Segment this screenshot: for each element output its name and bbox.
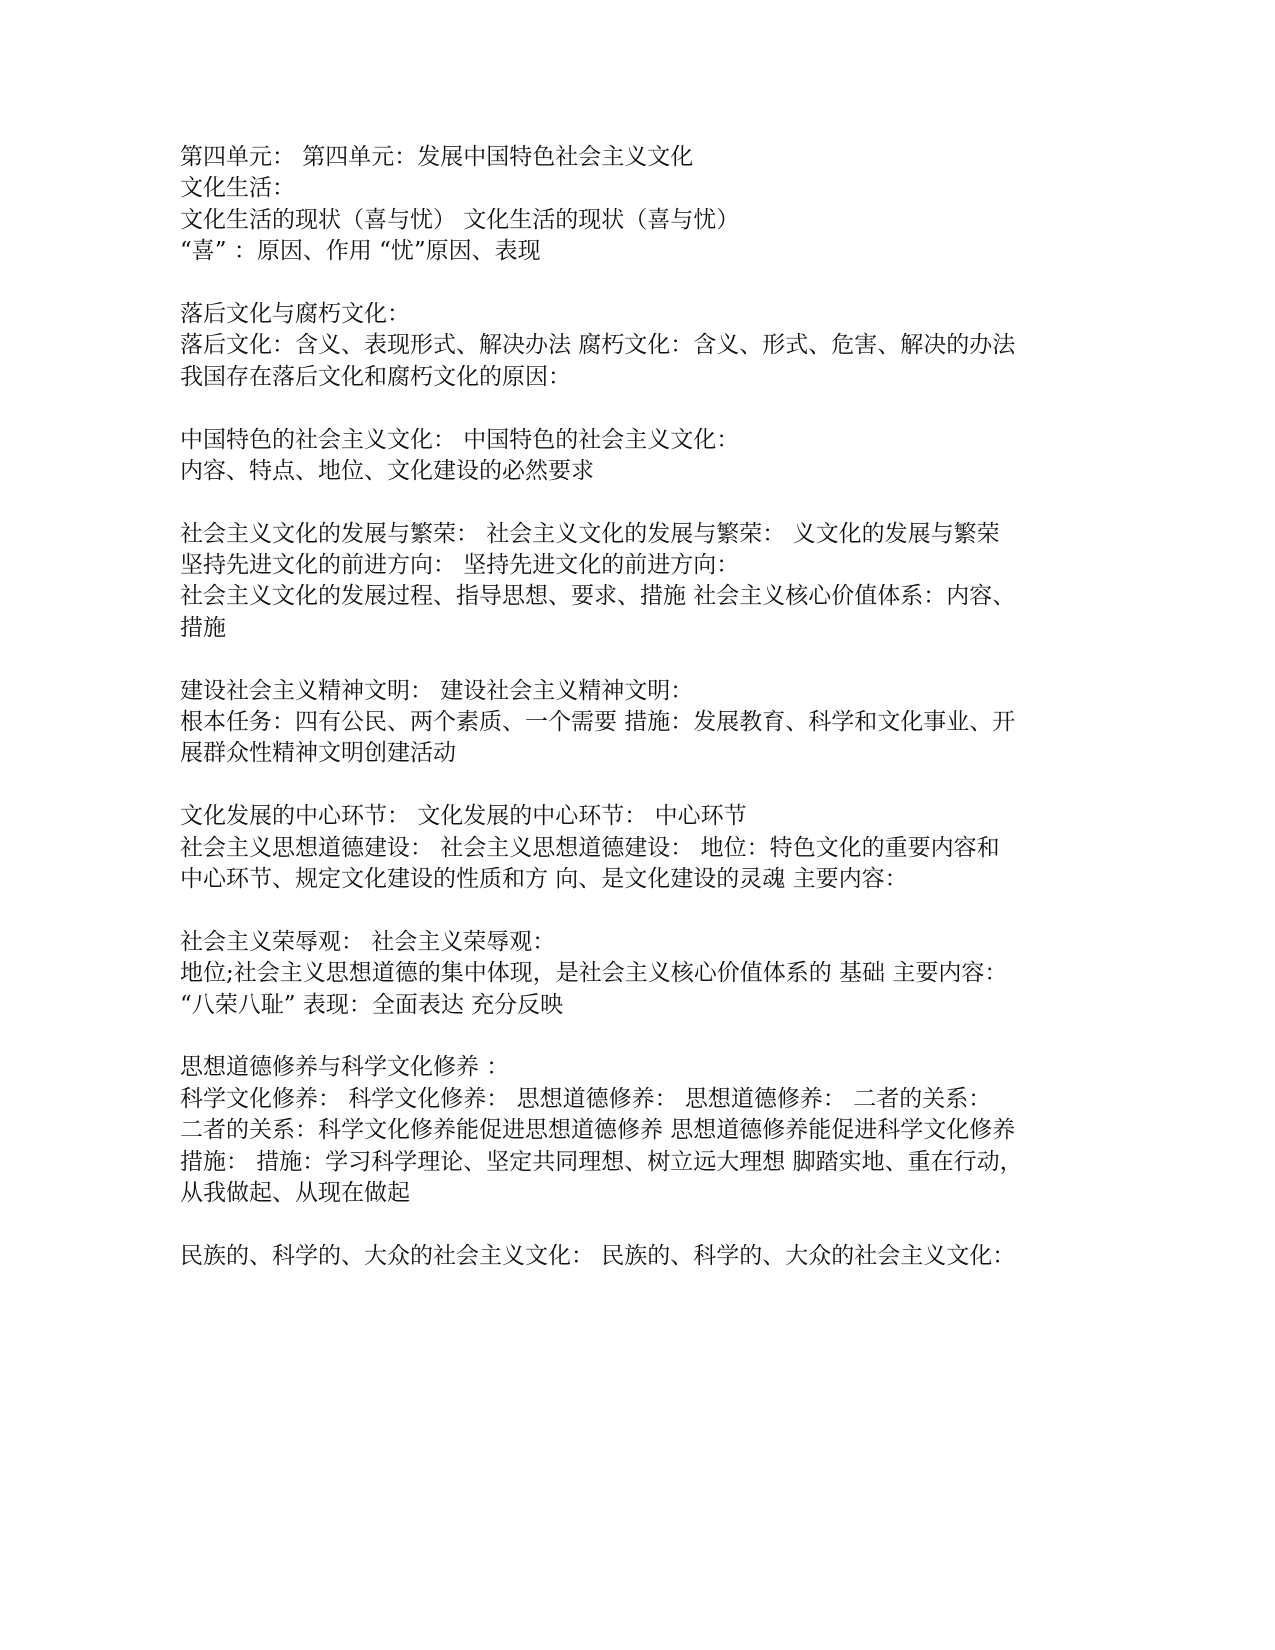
- section-heading: 文化发展的中心环节： 文化发展的中心环节： 中心环节: [180, 803, 747, 830]
- text-line: 文化生活的现状（喜与忧） 文化生活的现状（喜与忧）: [180, 206, 740, 233]
- text-line: 落后文化：含义、表现形式、解决办法 腐朽文化：含义、形式、危害、解决的办法: [180, 332, 1016, 359]
- paragraph-gap: [180, 1209, 1060, 1240]
- text-line: “喜” ：原因、作用 “忧”原因、表现: [180, 238, 541, 265]
- text-line: 文化生活：: [180, 175, 295, 202]
- section-backward-decadent: [180, 299, 1060, 393]
- text-line: 地位;社会主义思想道德的集中体现，是社会主义核心价值体系的 基础 主要内容：: [180, 960, 1008, 987]
- paragraph-gap: [180, 895, 1060, 926]
- section-cultivation: [180, 1052, 1060, 1209]
- text-line: 内容、特点、地位、文化建设的必然要求: [180, 457, 594, 484]
- paragraph-gap: [180, 393, 1060, 424]
- section-heading: 社会主义文化的发展与繁荣： 社会主义文化的发展与繁荣： 义文化的发展与繁荣: [180, 520, 1000, 547]
- section-spiritual-civilization: [180, 676, 1060, 770]
- section-national-scientific-popular: [180, 1241, 1060, 1272]
- paragraph-gap: [180, 770, 1060, 801]
- section-heading: 落后文化与腐朽文化：: [180, 300, 410, 327]
- section-development-prosperity: [180, 519, 1060, 645]
- text-line: 我国存在落后文化和腐朽文化的原因：: [180, 363, 571, 390]
- section-socialist-culture: [180, 425, 1060, 488]
- section-honor-disgrace: [180, 927, 1060, 1021]
- text-line: 科学文化修养： 科学文化修养： 思想道德修养： 思想道德修养： 二者的关系：: [180, 1085, 992, 1112]
- section-central-link: [180, 801, 1060, 895]
- section-heading: 建设社会主义精神文明： 建设社会主义精神文明：: [180, 677, 694, 704]
- text-line: 中心环节、规定文化建设的性质和方 向、是文化建设的灵魂 主要内容：: [180, 865, 908, 892]
- text-line: 根本任务：四有公民、两个素质、一个需要 措施：发展教育、科学和文化事业、开: [180, 709, 1016, 736]
- text-line: 二者的关系：科学文化修养能促进思想道德修养 思想道德修养能促进科学文化修养: [180, 1117, 1016, 1144]
- paragraph-gap: [180, 644, 1060, 675]
- text-line: 展群众性精神文明创建活动: [180, 740, 456, 767]
- text-line: 社会主义思想道德建设： 社会主义思想道德建设： 地位：特色文化的重要内容和: [180, 834, 1000, 861]
- paragraph-gap: [180, 1021, 1060, 1052]
- section-heading: 中国特色的社会主义文化： 中国特色的社会主义文化：: [180, 426, 740, 453]
- unit-heading: 第四单元： 第四单元：发展中国特色社会主义文化: [180, 144, 694, 170]
- text-line: 社会主义文化的发展过程、指导思想、要求、措施 社会主义核心价值体系：内容、: [180, 583, 1016, 610]
- text-line: 从我做起、从现在做起: [180, 1179, 410, 1206]
- text-line: “八荣八耻” 表现：全面表达 充分反映: [180, 991, 564, 1018]
- section-heading: 民族的、科学的、大众的社会主义文化： 民族的、科学的、大众的社会主义文化：: [180, 1242, 1016, 1269]
- paragraph-gap: [180, 487, 1060, 518]
- text-line: 措施: [180, 614, 226, 641]
- document-page: [180, 142, 1060, 1272]
- section-unit-title: [180, 142, 1060, 268]
- paragraph-gap: [180, 268, 1060, 299]
- section-heading: 思想道德修养与科学文化修养 ：: [180, 1054, 510, 1081]
- text-line: 坚持先进文化的前进方向： 坚持先进文化的前进方向：: [180, 552, 740, 579]
- section-heading: 社会主义荣辱观： 社会主义荣辱观：: [180, 928, 556, 955]
- text-line: 措施： 措施：学习科学理论、坚定共同理想、树立远大理想 脚踏实地、重在行动，: [180, 1148, 1023, 1175]
